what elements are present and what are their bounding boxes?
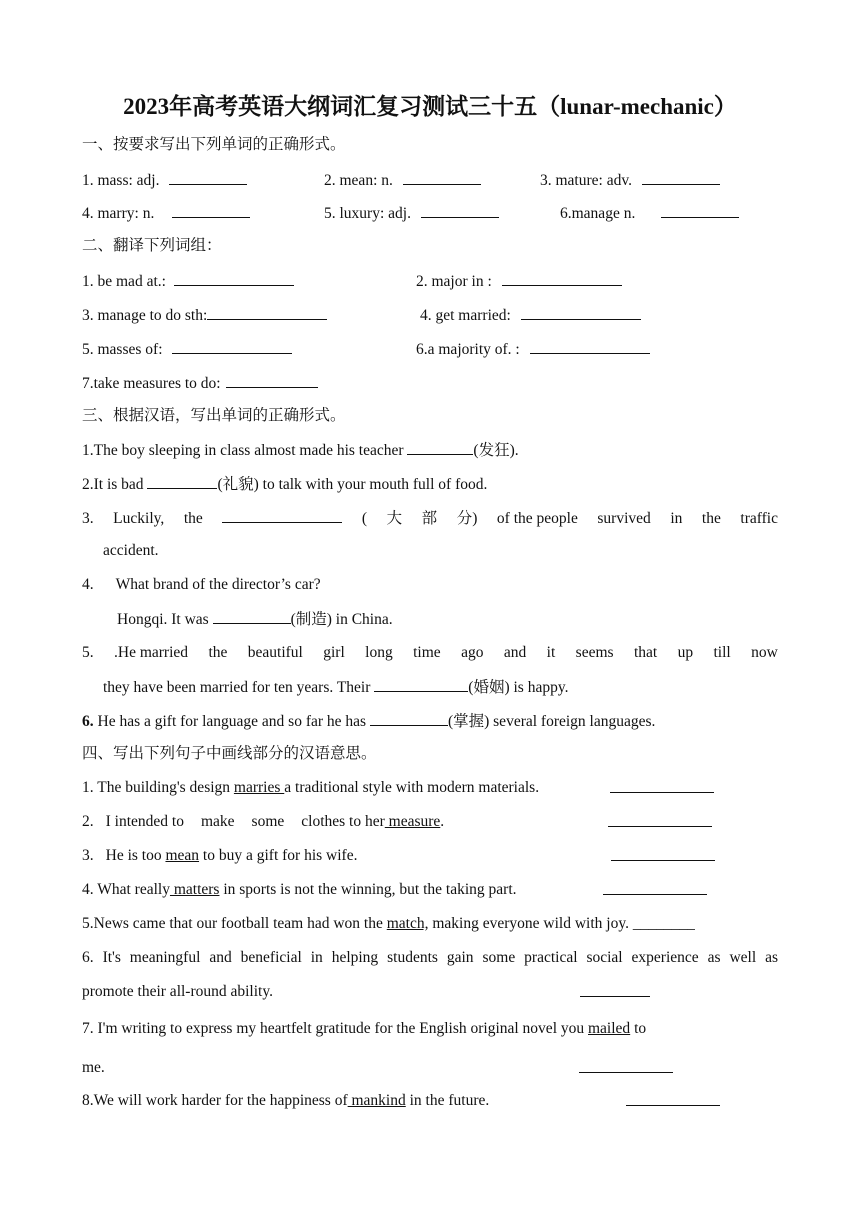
- s4-q4-text-end: in sports is not the winning, but the taking part.: [219, 881, 517, 898]
- s4-q3-text: He is too: [105, 847, 166, 864]
- s3-q5-word: ago: [461, 644, 484, 661]
- s3-q1-text: 1.The boy sleeping in class almost made his teacher: [82, 442, 408, 459]
- s3-q3-number: 3.: [82, 510, 94, 527]
- s4-question-3: [82, 846, 357, 866]
- s1-item-4: [82, 203, 250, 224]
- s4-q2-word: make: [200, 813, 235, 830]
- s3-question-1: [82, 440, 519, 461]
- s3-question-4: [82, 575, 321, 595]
- s4-q7-text: 7. I'm writing to express my heartfelt gratitude for the English original novel you: [82, 1020, 588, 1037]
- s2-item-3-text: 3. manage to do sth:: [82, 307, 208, 324]
- underlined-word: mailed: [588, 1020, 631, 1037]
- s4-q8-text: 8.We will work harder for the happiness of: [82, 1092, 348, 1109]
- s3-question-3: [82, 508, 778, 529]
- s4-question-2: [82, 812, 444, 832]
- s4-question-4: [82, 880, 517, 900]
- s4-q4-blank-wrap: [603, 880, 707, 901]
- s3-q3-word: 大: [386, 510, 403, 527]
- s1-item-2-text: 2. mean: n.: [324, 172, 393, 189]
- s3-q5-continuation: [103, 677, 568, 698]
- underlined-word: match,: [386, 915, 429, 932]
- s4-question-8: [82, 1091, 489, 1111]
- underlined-word: marries: [233, 779, 285, 796]
- answer-blank[interactable]: [642, 170, 720, 185]
- s4-q8-text-end: in the future.: [405, 1092, 490, 1109]
- answer-blank[interactable]: [147, 474, 217, 489]
- section-2-heading: 二、翻译下列词组：: [82, 237, 222, 254]
- s3-q6-text: He has a gift for language and so far he has: [93, 713, 370, 730]
- answer-blank[interactable]: [603, 880, 707, 895]
- s3-q5-word: girl: [323, 644, 345, 661]
- s4-q7-continuation: me.: [82, 1059, 105, 1076]
- answer-blank[interactable]: [407, 440, 473, 455]
- s3-q2-hint: (礼貌) to talk with your mouth full of food.: [217, 476, 488, 493]
- answer-blank[interactable]: [169, 170, 247, 185]
- s4-q2-number: 2.: [82, 813, 94, 830]
- s3-q5-word: that: [633, 644, 658, 661]
- s4-q8-blank-wrap: [626, 1091, 720, 1112]
- s3-q3-word: the: [701, 510, 721, 527]
- s3-q5-number: 5.: [82, 644, 94, 661]
- s2-item-5: [82, 339, 292, 360]
- s4-q2-word: I intended to: [105, 813, 184, 830]
- answer-blank[interactable]: [580, 982, 650, 997]
- s3-q4-text: What brand of the director’s car?: [115, 576, 321, 593]
- worksheet-title: 2023年高考英语大纲词汇复习测试三十五（lunar-mechanic）: [123, 94, 737, 119]
- s4-q3-blank-wrap: [611, 846, 715, 867]
- s3-q3-continuation: accident.: [103, 542, 159, 559]
- s1-item-2: [324, 170, 481, 191]
- answer-blank[interactable]: [502, 271, 622, 286]
- s4-q2-period: .: [440, 813, 445, 830]
- s3-q5-word: now: [751, 644, 778, 661]
- underlined-word: measure: [384, 813, 441, 830]
- s2-item-3: [82, 305, 327, 326]
- s4-q4-text: 4. What really: [82, 881, 170, 898]
- s3-q4b-hint: (制造) in China.: [290, 611, 393, 628]
- s2-item-1: [82, 271, 294, 292]
- s3-q5-word: beautiful: [247, 644, 303, 661]
- s3-q4-number: 4.: [82, 576, 94, 593]
- answer-blank[interactable]: [530, 339, 650, 354]
- s3-q3-word: traffic: [740, 510, 778, 527]
- answer-blank[interactable]: [172, 339, 292, 354]
- s3-q5-word: seems: [575, 644, 614, 661]
- s2-item-6: [416, 339, 650, 360]
- s3-q3-word: Luckily,: [113, 510, 165, 527]
- s4-question-1: [82, 778, 539, 798]
- s3-q5-word: till: [713, 644, 731, 661]
- s4-q7-text-end: to: [630, 1020, 647, 1037]
- answer-blank[interactable]: [521, 305, 641, 320]
- s3-q5-word: it: [546, 644, 556, 661]
- s1-item-5: [324, 203, 499, 224]
- s1-item-3-text: 3. mature: adv.: [540, 172, 632, 189]
- s3-question-5: [82, 643, 778, 663]
- s1-item-6-text: 6.manage n.: [560, 205, 636, 222]
- s3-q5-word: the: [208, 644, 228, 661]
- answer-blank[interactable]: [226, 373, 318, 388]
- s2-item-4-text: 4. get married:: [420, 307, 511, 324]
- s4-question-7: [82, 1019, 646, 1039]
- s2-item-7: [82, 373, 318, 394]
- s4-q1-blank-wrap: [610, 778, 714, 799]
- s3-q5b-hint: (婚姻) is happy.: [468, 679, 569, 696]
- s4-q7-blank-wrap: [579, 1058, 673, 1079]
- section-1-heading: 一、按要求写出下列单词的正确形式。: [82, 136, 346, 153]
- s3-q5-word: .He married: [114, 644, 189, 661]
- s3-q5-word: up: [677, 644, 694, 661]
- s3-q5-word: and: [503, 644, 527, 661]
- s4-q6-blank-wrap: [580, 982, 650, 1003]
- s4-q2-word: some: [251, 813, 285, 830]
- s3-q4-answer-line: [117, 609, 393, 630]
- answer-blank[interactable]: [626, 1091, 720, 1106]
- s1-item-1-text: 1. mass: adj.: [82, 172, 160, 189]
- s3-q2-text: 2.It is bad: [82, 476, 148, 493]
- s1-item-1: [82, 170, 247, 191]
- s3-q3-word: the: [183, 510, 203, 527]
- s3-q5-word: long: [365, 644, 393, 661]
- answer-blank[interactable]: [174, 271, 294, 286]
- s3-q6-hint: (掌握) several foreign languages.: [447, 713, 656, 730]
- s4-q2-blank-wrap: [608, 812, 712, 833]
- answer-blank[interactable]: [370, 711, 448, 726]
- s3-q3-word: of the people: [496, 510, 578, 527]
- s3-q3-word: 分): [456, 510, 478, 527]
- s3-q3-word: 部: [421, 510, 438, 527]
- s4-q3-number: 3.: [82, 847, 94, 864]
- s2-item-2: [416, 271, 622, 292]
- s4-q1-text-end: a traditional style with modern materials.: [284, 779, 540, 796]
- s1-item-5-text: 5. luxury: adj.: [324, 205, 411, 222]
- underlined-word: mankind: [347, 1092, 406, 1109]
- s4-question-6: 6. It's meaningful and beneficial in helping students gain some practical social experience as well as: [82, 949, 778, 966]
- s2-item-2-text: 2. major in :: [416, 273, 492, 290]
- s1-item-6: [560, 203, 739, 224]
- section-4-heading: 四、写出下列句子中画线部分的汉语意思。: [82, 745, 377, 762]
- s3-q3-word: survived: [597, 510, 651, 527]
- answer-blank[interactable]: [608, 812, 712, 827]
- underlined-word: matters: [169, 881, 220, 898]
- s3-q3-word: in: [670, 510, 683, 527]
- s2-item-7-text: 7.take measures to do:: [82, 375, 221, 392]
- s1-item-4-text: 4. marry: n.: [82, 205, 155, 222]
- s2-item-1-text: 1. be mad at.:: [82, 273, 166, 290]
- s4-q6-continuation: promote their all-round ability.: [82, 983, 273, 1000]
- s2-item-4: [420, 305, 641, 326]
- s3-q5b-text: they have been married for ten years. Their: [103, 679, 375, 696]
- answer-blank[interactable]: [403, 170, 481, 185]
- answer-blank[interactable]: [661, 203, 739, 218]
- s3-q5-word: time: [413, 644, 441, 661]
- s3-q6-number: 6.: [82, 713, 94, 730]
- s4-q2-word: clothes to her: [301, 813, 385, 830]
- s4-q5-text-end: making everyone wild with joy. ________: [428, 915, 695, 932]
- section-3-heading: 三、根据汉语，写出单词的正确形式。: [82, 407, 346, 424]
- answer-blank[interactable]: [611, 846, 715, 861]
- answer-blank[interactable]: [579, 1058, 673, 1073]
- answer-blank[interactable]: [421, 203, 499, 218]
- s1-item-3: [540, 170, 720, 191]
- s4-q3-text-end: to buy a gift for his wife.: [199, 847, 358, 864]
- s3-q3-word: (: [361, 510, 368, 527]
- s3-q1-hint: (发狂).: [473, 442, 519, 459]
- answer-blank[interactable]: [213, 609, 291, 624]
- s2-item-6-text: 6.a majority of. :: [416, 341, 520, 358]
- s4-question-5: [82, 914, 695, 934]
- s4-q1-text: 1. The building's design: [82, 779, 234, 796]
- answer-blank[interactable]: [207, 305, 327, 320]
- s4-q5-text: 5.News came that our football team had won the: [82, 915, 387, 932]
- s3-q4b-text: Hongqi. It was: [117, 611, 213, 628]
- answer-blank[interactable]: [222, 508, 342, 523]
- answer-blank[interactable]: [610, 778, 714, 793]
- s2-item-5-text: 5. masses of:: [82, 341, 163, 358]
- answer-blank[interactable]: [172, 203, 250, 218]
- s3-question-2: [82, 474, 487, 495]
- s3-question-6: [82, 711, 655, 732]
- underlined-word: mean: [165, 847, 200, 864]
- answer-blank[interactable]: [374, 677, 468, 692]
